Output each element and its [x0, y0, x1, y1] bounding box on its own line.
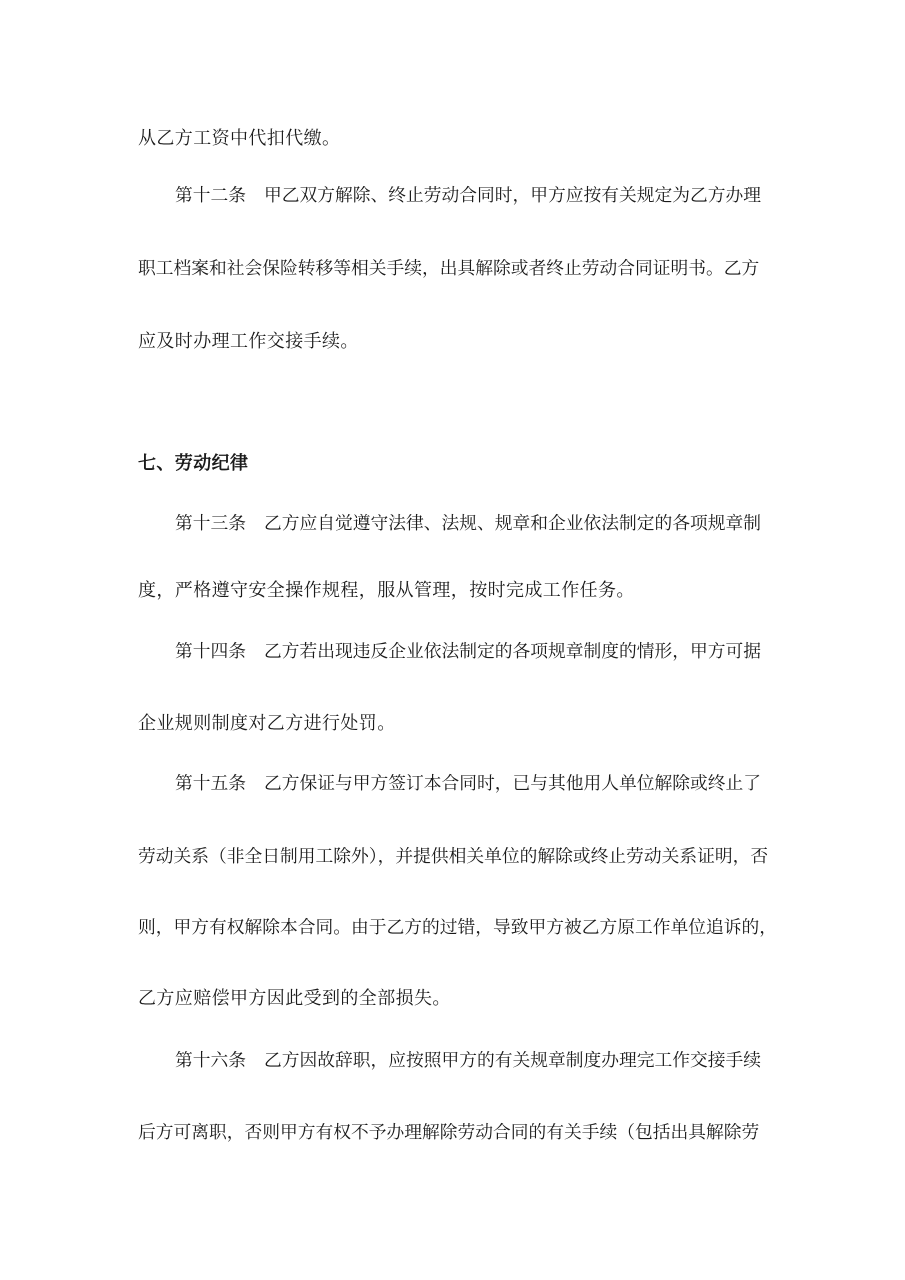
- article-number: 第十四条: [175, 642, 247, 662]
- article-12-line-1: [175, 184, 778, 208]
- section-heading: [138, 452, 778, 476]
- article-15-line-4: [138, 987, 778, 1011]
- paragraph-line: [138, 127, 778, 151]
- article-12-line-3: [138, 330, 778, 354]
- line-text: 乙方应自觉遵守法律、法规、规章和企业依法制定的各项规章制: [264, 514, 762, 534]
- line-text: 乙方保证与甲方签订本合同时，已与其他用人单位解除或终止了: [264, 774, 762, 794]
- article-number: 第十五条: [175, 774, 247, 794]
- article-13-line-1: [175, 512, 778, 536]
- line-text: 劳动关系（非全日制用工除外），并提供相关单位的解除或终止劳动关系证明，否: [138, 847, 769, 867]
- article-14-line-2: [138, 712, 778, 736]
- line-text: 乙方因故辞职，应按照甲方的有关规章制度办理完工作交接手续: [264, 1051, 762, 1071]
- article-15-line-1: [175, 772, 778, 796]
- line-text: 则，甲方有权解除本合同。由于乙方的过错，导致甲方被乙方原工作单位追诉的，: [138, 918, 778, 938]
- line-text: 甲乙双方解除、终止劳动合同时，甲方应按有关规定为乙方办理: [264, 186, 762, 206]
- article-15-line-3: [138, 916, 778, 940]
- line-text: 应及时办理工作交接手续。: [138, 331, 359, 352]
- article-15-line-2: [138, 845, 778, 869]
- line-text: 职工档案和社会保险转移等相关手续，出具解除或者终止劳动合同证明书。乙方: [138, 259, 760, 279]
- article-14-line-1: [175, 640, 778, 664]
- section-title: 七、劳动纪律: [138, 453, 249, 474]
- line-text: 企业规则制度对乙方进行处罚。: [138, 713, 396, 734]
- article-number: 第十二条: [175, 186, 247, 206]
- line-text: 乙方若出现违反企业依法制定的各项规章制度的情形，甲方可据: [264, 642, 762, 662]
- article-16-line-2: [138, 1121, 778, 1145]
- article-16-line-1: [175, 1049, 778, 1073]
- line-text: 后方可离职，否则甲方有权不予办理解除劳动合同的有关手续（包括出具解除劳: [138, 1123, 760, 1143]
- article-13-line-2: [138, 579, 778, 603]
- article-number: 第十三条: [175, 514, 247, 534]
- article-number: 第十六条: [175, 1051, 247, 1071]
- line-text: 乙方应赔偿甲方因此受到的全部损失。: [138, 988, 451, 1009]
- line-text: 从乙方工资中代扣代缴。: [138, 128, 341, 149]
- article-12-line-2: [138, 257, 778, 281]
- line-text: 度，严格遵守安全操作规程，服从管理，按时完成工作任务。: [138, 580, 635, 601]
